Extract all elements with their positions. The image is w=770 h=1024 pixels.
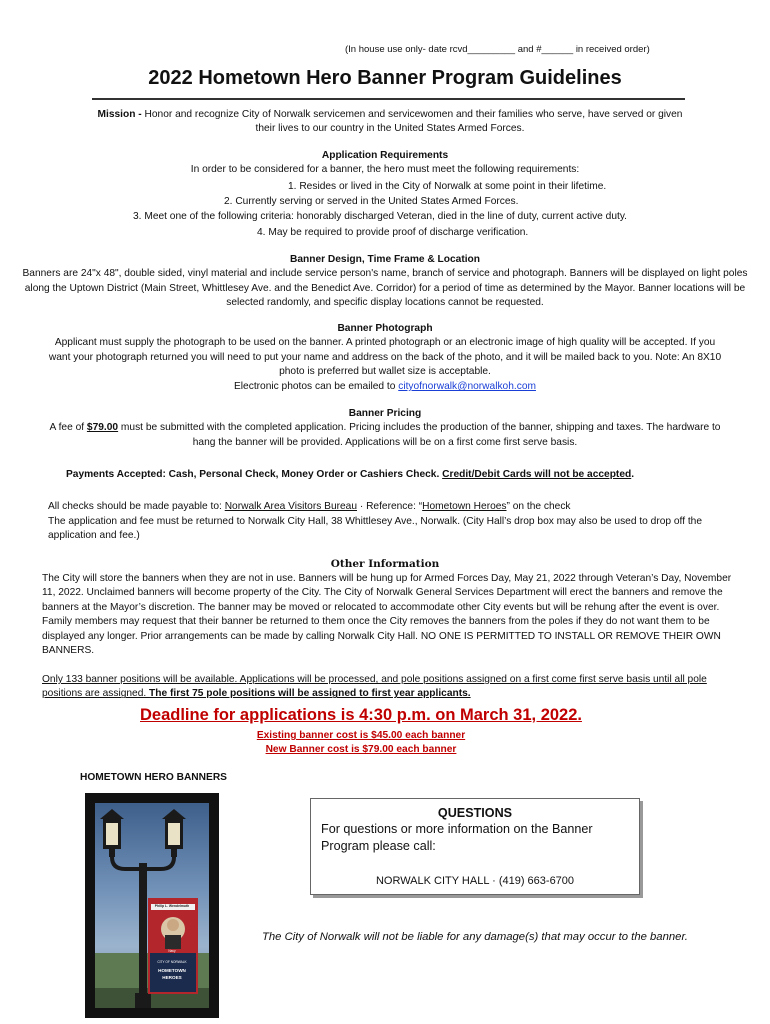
application-requirements-section	[30, 149, 740, 178]
design-heading: Banner Design, Time Frame & Location	[289, 254, 481, 265]
pricing-text	[40, 421, 730, 450]
pricing-prefix: A fee of	[49, 422, 87, 434]
payments-accepted	[66, 468, 634, 482]
banner-service: Navy	[168, 949, 176, 953]
hometown-hero-banners-label: HOMETOWN HERO BANNERS	[80, 772, 227, 783]
payments-text: Payments Accepted: Cash, Personal Check, Money Order or Cashiers Check.	[66, 469, 443, 480]
payee-name: Norwalk Area Visitors Bureau	[224, 501, 358, 512]
banner-positions-note	[42, 673, 722, 702]
in-house-use-note: (In house use only- date rcvd_________ and #______ in received order)	[345, 44, 650, 55]
checks-middle: · Reference: “	[357, 501, 423, 512]
photograph-text: Applicant must supply the photograph to be used on the banner. A printed photograph or an electronic image of high quality will be accepted. If you want your photograph returned you will need to put your name and address on the back of the photo, and it will be mailed back to you. Note: An 8X10 photo is preferred but wallet size is acceptable.	[48, 337, 722, 378]
deadline-notice	[0, 706, 722, 726]
photo-scene	[95, 803, 209, 1008]
banner-pricing-section	[40, 407, 730, 450]
requirement-item-3: 3. Meet one of the following criteria: honorably discharged Veteran, died in the line of duty, current active duty.	[133, 211, 628, 222]
banner-example-photo	[85, 793, 219, 1018]
banner-name-plate: Philip L. Wendelmuth	[154, 904, 190, 908]
positions-bold: The first 75 pole positions will be assigned to first year applicants.	[149, 688, 471, 700]
pricing-suffix: must be submitted with the completed application. Pricing includes the production of the banner, shipping and taxes. The hardware to hang the banner will be provided. Applications will be on a first come first serve basis.	[118, 422, 721, 448]
check-reference: Hometown Heroes	[422, 501, 507, 512]
other-heading-text: Other Information	[330, 558, 440, 570]
banner-city: CITY OF NORWALK	[157, 960, 187, 964]
checks-payable-line	[48, 500, 738, 514]
right-lantern-icon	[162, 809, 186, 857]
title-divider	[92, 98, 685, 100]
payments-end: .	[631, 469, 635, 480]
pricing-heading: Banner Pricing	[348, 408, 422, 419]
banner-photograph-section	[46, 322, 724, 394]
mission-label: Mission -	[97, 109, 142, 120]
mission-text: Honor and recognize City of Norwalk servicemen and servicewomen and their families who serve, have served or given their lives to our country in the United States Armed Forces.	[141, 109, 683, 135]
return-instructions: The application and fee must be returned to Norwalk City Hall, 38 Whittlesey Ave., Norwalk. (City Hall’s drop box may also be used to drop off the application and fee.)	[48, 516, 703, 542]
questions-text: For questions or more information on the Banner Program please call:	[321, 822, 593, 853]
pricing-fee: $79.00	[86, 422, 119, 434]
application-heading: Application Requirements	[321, 150, 449, 161]
city-hall-phone[interactable]: NORWALK CITY HALL · (419) 663-6700	[375, 875, 575, 888]
requirement-item-1: 1. Resides or lived in the City of Norwalk at some point in their lifetime.	[288, 181, 607, 192]
mission-statement	[96, 108, 684, 137]
other-information-text: The City will store the banners when they are not in use. Banners will be hung up for Armed Forces Day, May 21, 2022 through Veteran’s Day, November 11, 2022. Unclaimed banners will become property of the City. The City of Norwalk General Services Department will erect the banners and remove the banners at the Mayor’s discretion. The banner may be moved or relocated to accommodate other City events but will be rehung after the event is over. Family members may request that their banner be returned to them once the City removes the banners from the poles if they do not want them to be displayed any longer. Prior arrangements can be made by calling Norwalk City Hall. NO ONE IS PERMITTED TO INSTALL OR REMOVE THEIR OWN BANNERS.	[42, 573, 732, 657]
banner-hometown: HOMETOWN	[158, 968, 186, 973]
new-banner-cost: New Banner cost is $79.00 each banner	[265, 744, 457, 755]
design-text: Banners are 24"x 48", double sided, vinyl material and include service person's name, branch of service and photograph. Banners will be displayed on light poles along the Uptown District (Main Street, Whittlesey Ave. and the Benedict Ave. Corridor) for a period of time as determined by the Mayor. Banner locations will be selected randomly, and specific display locations cannot be requested.	[22, 268, 748, 309]
existing-banner-cost: Existing banner cost is $45.00 each banner	[256, 730, 466, 741]
banner-design-section	[22, 253, 748, 311]
email-link[interactable]: cityofnorwalk@norwalkoh.com	[398, 380, 536, 392]
positions-text: Only 133 banner positions will be available. Applications will be processed, and pole positions assigned on a first come first serve basis until all pole positions are assigned.	[42, 674, 707, 700]
liability-disclaimer: The City of Norwalk will not be liable for any damage(s) that may occur to the banner.	[262, 931, 688, 943]
other-information-heading	[0, 557, 770, 572]
banner-heroes: HEROES	[162, 975, 182, 980]
page-title: 2022 Hometown Hero Banner Program Guidelines	[148, 67, 622, 89]
photograph-email-line	[46, 380, 724, 394]
questions-box	[310, 798, 640, 895]
questions-title: QUESTIONS	[437, 806, 513, 820]
checks-end: ” on the check	[506, 501, 571, 512]
email-prefix: Electronic photos can be emailed to	[234, 380, 399, 392]
deadline-text: Deadline for applications is 4:30 p.m. on March 31, 2022.	[140, 706, 582, 724]
checks-prefix: All checks should be made payable to:	[48, 501, 225, 512]
photograph-heading: Banner Photograph	[337, 323, 433, 334]
left-lantern-icon	[100, 809, 124, 857]
requirement-item-4: 4. May be required to provide proof of discharge verification.	[257, 227, 529, 238]
application-intro: In order to be considered for a banner, the hero must meet the following requirements:	[190, 164, 580, 176]
no-cards-note: Credit/Debit Cards will not be accepted	[442, 469, 632, 480]
requirement-item-2: 2. Currently serving or served in the United States Armed Forces.	[224, 196, 519, 207]
